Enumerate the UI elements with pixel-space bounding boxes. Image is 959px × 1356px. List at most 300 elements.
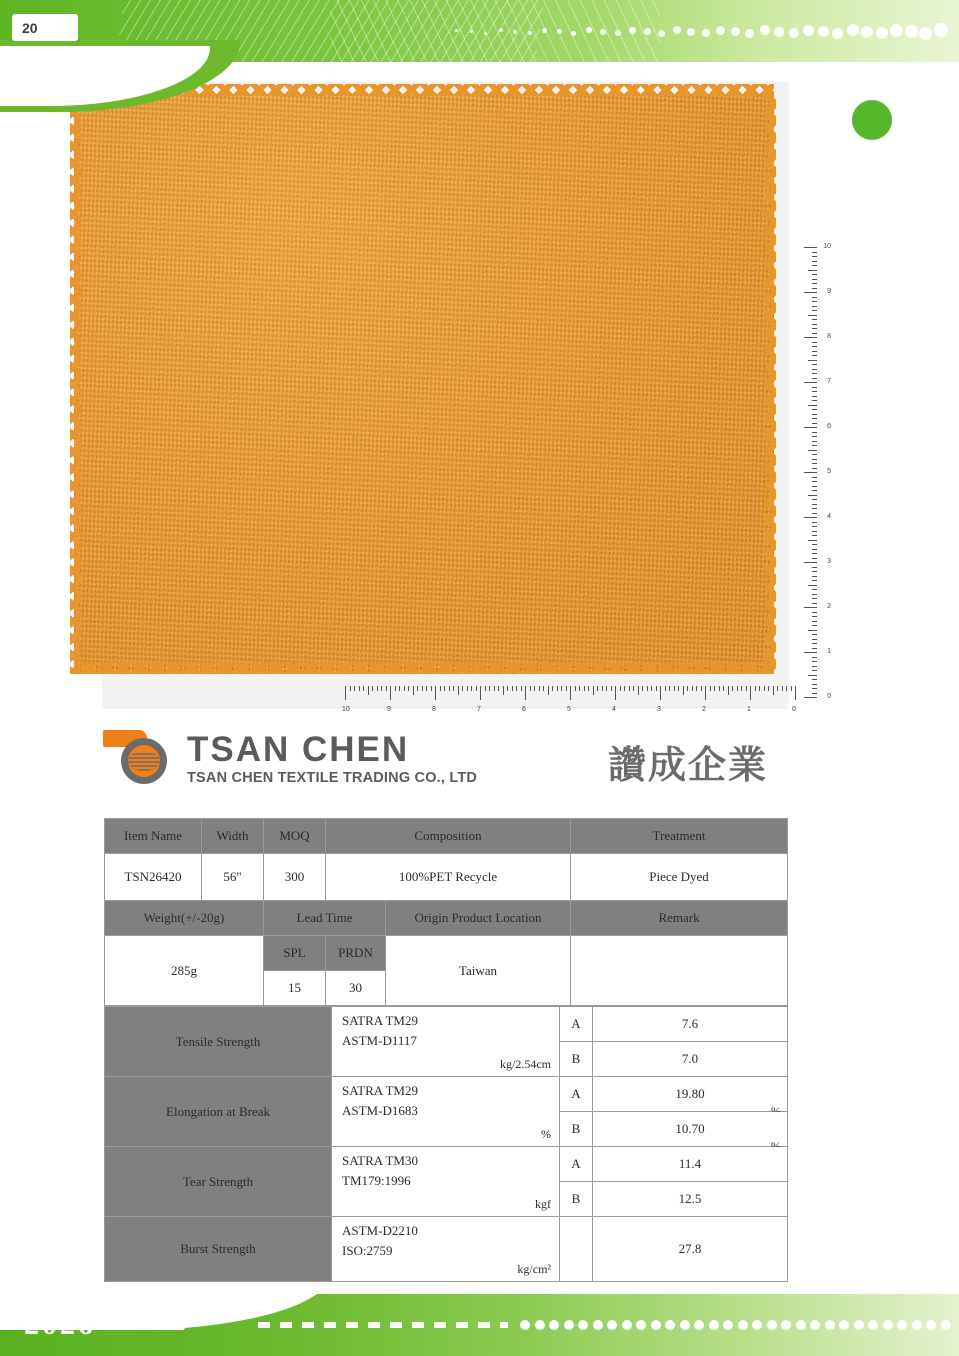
decor-dot — [513, 30, 517, 34]
test-name: Elongation at Break — [105, 1077, 332, 1147]
ruler-label: 9 — [827, 288, 831, 295]
ruler-tick — [808, 495, 817, 496]
ruler-tick — [812, 310, 817, 311]
ruler-tick — [503, 686, 504, 695]
ruler-label: 4 — [612, 706, 616, 713]
ruler-tick — [812, 463, 817, 464]
value-prdn: 30 — [326, 971, 386, 1006]
ruler-tick — [377, 686, 378, 691]
ruler-tick — [692, 686, 693, 691]
decor-dot — [644, 28, 651, 35]
decor-dot — [789, 28, 799, 38]
test-value: 12.5 — [593, 1182, 788, 1217]
ruler-tick — [462, 686, 463, 691]
test-standard — [332, 1147, 560, 1217]
ruler-tick — [812, 274, 817, 275]
ruler-tick — [404, 686, 405, 691]
ruler-label: 6 — [827, 423, 831, 430]
test-sample-label: A — [560, 1077, 593, 1112]
test-sample-label: A — [560, 1147, 593, 1182]
decor-dot — [673, 26, 681, 34]
ruler-tick — [431, 686, 432, 691]
spec-table — [104, 818, 788, 1006]
ruler-tick — [489, 686, 490, 691]
ruler-tick — [705, 686, 706, 700]
ruler-tick — [808, 540, 817, 541]
decor-dot — [810, 1320, 820, 1330]
ruler-tick — [812, 373, 817, 374]
ruler-tick — [812, 580, 817, 581]
ruler-tick — [812, 643, 817, 644]
ruler-tick — [449, 686, 450, 691]
ruler-tick — [804, 607, 817, 608]
ruler-tick — [812, 679, 817, 680]
ruler-label: 7 — [827, 378, 831, 385]
ruler-tick — [539, 686, 540, 691]
ruler-tick — [669, 686, 670, 691]
company-logo — [103, 728, 803, 790]
ruler-label: 1 — [827, 648, 831, 655]
ruler-tick — [812, 621, 817, 622]
ruler-tick — [812, 499, 817, 500]
decor-dot — [615, 30, 621, 36]
ruler-tick — [507, 686, 508, 691]
ruler-tick — [812, 477, 817, 478]
ruler-tick — [812, 549, 817, 550]
test-sample-label — [560, 1217, 593, 1282]
ruler-tick — [812, 603, 817, 604]
ruler-tick — [812, 283, 817, 284]
decor-dot — [868, 1320, 878, 1330]
decor-dot — [861, 26, 873, 38]
ruler-tick — [812, 684, 817, 685]
ruler-tick — [812, 414, 817, 415]
decor-dot — [919, 27, 932, 40]
ruler-tick — [812, 468, 817, 469]
ruler-tick — [804, 562, 817, 563]
ruler-tick — [812, 346, 817, 347]
ruler-tick — [812, 486, 817, 487]
ruler-tick — [812, 544, 817, 545]
decor-dot — [767, 1320, 777, 1330]
decor-dot — [803, 25, 814, 36]
decor-dot — [883, 1320, 893, 1330]
col-header-composition: Composition — [326, 819, 571, 854]
decor-dot — [651, 1320, 661, 1330]
ruler-tick — [812, 670, 817, 671]
ruler-label: 3 — [827, 558, 831, 565]
decor-dot — [876, 27, 888, 39]
test-standard-2: ASTM-D1683 — [342, 1103, 418, 1118]
ruler-tick — [812, 589, 817, 590]
ruler-label: 4 — [827, 513, 831, 520]
ruler-tick — [812, 666, 817, 667]
ruler-tick — [413, 686, 414, 695]
ruler-tick — [422, 686, 423, 691]
table-row — [105, 1217, 788, 1282]
decor-dot — [854, 1320, 864, 1330]
ruler-label: 3 — [657, 706, 661, 713]
ruler-label: 0 — [827, 693, 831, 700]
decor-dot — [709, 1320, 719, 1330]
ruler-tick — [812, 261, 817, 262]
ruler-tick — [498, 686, 499, 691]
decor-dot — [636, 1320, 646, 1330]
ruler-label: 2 — [827, 603, 831, 610]
bottom-dash-pattern — [258, 1322, 508, 1328]
ruler-tick — [812, 535, 817, 536]
ruler-tick — [363, 686, 364, 691]
decor-dot — [535, 1320, 545, 1330]
test-value: 27.8 — [593, 1217, 788, 1282]
ruler-vertical — [795, 243, 831, 700]
bottom-dot-pattern — [520, 1318, 950, 1332]
ruler-tick — [812, 369, 817, 370]
decor-dot — [825, 1320, 835, 1330]
decor-dot — [818, 26, 829, 37]
ruler-tick — [638, 686, 639, 695]
ruler-tick — [615, 686, 616, 700]
ruler-tick — [534, 686, 535, 691]
ruler-tick — [812, 441, 817, 442]
decor-dot — [752, 1320, 762, 1330]
decor-dot — [702, 29, 710, 37]
ruler-label: 5 — [567, 706, 571, 713]
ruler-label: 0 — [792, 706, 796, 713]
ruler-tick — [597, 686, 598, 691]
ruler-tick — [755, 686, 756, 691]
decor-dot — [723, 1320, 733, 1330]
ruler-tick — [494, 686, 495, 691]
ruler-tick — [453, 686, 454, 691]
ruler-tick — [647, 686, 648, 691]
decor-dot — [578, 1320, 588, 1330]
ruler-tick — [543, 686, 544, 691]
test-value: 10.70 — [593, 1112, 788, 1147]
ruler-tick — [732, 686, 733, 691]
col-header-item-name: Item Name — [105, 819, 202, 854]
ruler-tick — [642, 686, 643, 691]
ruler-label: 10 — [823, 243, 831, 250]
ruler-tick — [350, 686, 351, 691]
ruler-tick — [633, 686, 634, 691]
test-name: Tear Strength — [105, 1147, 332, 1217]
logo-chinese-name: 讚成企業 — [608, 743, 769, 787]
decor-dot — [781, 1320, 791, 1330]
ruler-tick — [808, 675, 817, 676]
decor-dot — [455, 29, 458, 32]
ruler-tick — [812, 481, 817, 482]
ruler-tick — [812, 594, 817, 595]
ruler-tick — [399, 686, 400, 691]
ruler-tick — [665, 686, 666, 691]
decor-dot — [934, 23, 948, 37]
decor-dot — [520, 1320, 530, 1330]
decor-dot — [745, 29, 754, 38]
ruler-tick — [804, 292, 817, 293]
table-row — [105, 1007, 788, 1042]
ruler-tick — [458, 686, 459, 695]
ruler-tick — [791, 686, 792, 691]
value-item-name: TSN26420 — [105, 854, 202, 901]
ruler-tick — [368, 686, 369, 695]
ruler-tick — [687, 686, 688, 691]
ruler-tick — [812, 351, 817, 352]
col-header-origin: Origin Product Location — [386, 901, 571, 936]
ruler-tick — [812, 634, 817, 635]
logo-globe-icon — [121, 738, 167, 784]
ruler-label: 5 — [827, 468, 831, 475]
decor-dot — [665, 1320, 675, 1330]
fabric-pinked-edge-bottom — [74, 662, 774, 674]
ruler-tick — [812, 378, 817, 379]
ruler-tick — [786, 686, 787, 691]
ruler-tick — [812, 409, 817, 410]
ruler-tick — [812, 612, 817, 613]
ruler-tick — [812, 400, 817, 401]
ruler-tick — [660, 686, 661, 700]
ruler-tick — [386, 686, 387, 691]
col-header-width: Width — [202, 819, 264, 854]
ruler-tick — [804, 697, 817, 698]
test-name: Tensile Strength — [105, 1007, 332, 1077]
logo-company-name: TSAN CHEN TEXTILE TRADING CO., LTD — [187, 770, 478, 786]
ruler-tick — [812, 387, 817, 388]
decor-dot — [926, 1320, 936, 1330]
test-standard-1: SATRA TM29 — [342, 1013, 418, 1028]
decor-dot — [571, 31, 576, 36]
test-standard — [332, 1217, 560, 1282]
test-standard-2: TM179:1996 — [342, 1173, 411, 1188]
ruler-tick — [719, 686, 720, 691]
logo-mark-icon — [103, 730, 181, 784]
ruler-tick — [812, 553, 817, 554]
ruler-tick — [480, 686, 481, 700]
ruler-tick — [354, 686, 355, 691]
ruler-tick — [683, 686, 684, 695]
decor-dot — [839, 1320, 849, 1330]
ruler-tick — [561, 686, 562, 691]
test-standard-1: SATRA TM30 — [342, 1153, 418, 1168]
test-standard-2: ASTM-D1117 — [342, 1033, 417, 1048]
ruler-label: 7 — [477, 706, 481, 713]
decor-dot — [847, 24, 859, 36]
decor-dot — [890, 24, 903, 37]
decor-dot — [629, 27, 636, 34]
decor-dot — [586, 27, 592, 33]
ruler-tick — [624, 686, 625, 691]
decor-dot — [499, 28, 503, 32]
ruler-tick — [435, 686, 436, 700]
test-unit: kg/2.54cm — [500, 1057, 551, 1071]
ruler-tick — [812, 639, 817, 640]
ruler-tick — [746, 686, 747, 691]
decor-dot — [774, 27, 784, 37]
ruler-tick — [485, 686, 486, 691]
test-sample-label: A — [560, 1007, 593, 1042]
ruler-label: 8 — [827, 333, 831, 340]
ruler-label: 10 — [342, 706, 350, 713]
test-sample-label: B — [560, 1042, 593, 1077]
value-weight: 285g — [105, 936, 264, 1006]
col-header-treatment: Treatment — [571, 819, 788, 854]
ruler-tick — [521, 686, 522, 691]
ruler-tick — [812, 342, 817, 343]
ruler-tick — [812, 396, 817, 397]
bottom-banner — [0, 1294, 959, 1356]
ruler-tick — [812, 324, 817, 325]
decor-dot — [549, 1320, 559, 1330]
test-value: 19.80 — [593, 1077, 788, 1112]
fabric-image — [74, 94, 774, 674]
ruler-label: 9 — [387, 706, 391, 713]
ruler-label: 2 — [702, 706, 706, 713]
ruler-tick — [808, 585, 817, 586]
ruler-tick — [808, 315, 817, 316]
ruler-tick — [812, 355, 817, 356]
ruler-tick — [812, 252, 817, 253]
ruler-tick — [812, 459, 817, 460]
test-standard — [332, 1007, 560, 1077]
ruler-tick — [773, 686, 774, 695]
col-header-lead-time: Lead Time — [264, 901, 386, 936]
decor-dot — [912, 1320, 922, 1330]
page-number: 20 — [12, 14, 78, 41]
ruler-tick — [611, 686, 612, 691]
ruler-tick — [812, 490, 817, 491]
ruler-tick — [812, 531, 817, 532]
ruler-tick — [812, 513, 817, 514]
value-origin: Taiwan — [386, 936, 571, 1006]
value-composition: 100%PET Recycle — [326, 854, 571, 901]
ruler-tick — [812, 688, 817, 689]
test-unit: kg/cm² — [517, 1262, 551, 1276]
ruler-tick — [552, 686, 553, 691]
decor-dot — [564, 1320, 574, 1330]
fabric-swatch-panel — [103, 82, 788, 707]
col-header-weight: Weight(+/-20g) — [105, 901, 264, 936]
ruler-tick — [678, 686, 679, 691]
col-header-remark: Remark — [571, 901, 788, 936]
ruler-tick — [812, 693, 817, 694]
ruler-tick — [812, 256, 817, 257]
table-row — [105, 819, 788, 854]
ruler-tick — [812, 522, 817, 523]
ruler-tick — [812, 265, 817, 266]
ruler-tick — [795, 686, 796, 700]
ruler-tick — [674, 686, 675, 691]
ruler-tick — [372, 686, 373, 691]
value-treatment: Piece Dyed — [571, 854, 788, 901]
ruler-tick — [812, 436, 817, 437]
ruler-tick — [593, 686, 594, 695]
ruler-tick — [381, 686, 382, 691]
decor-dot — [716, 26, 725, 35]
ruler-tick — [444, 686, 445, 691]
ruler-tick — [812, 432, 817, 433]
col-header-spl: SPL — [264, 936, 326, 971]
ruler-label: 6 — [522, 706, 526, 713]
ruler-tick — [804, 472, 817, 473]
ruler-tick — [812, 526, 817, 527]
decor-dot — [593, 1320, 603, 1330]
table-row — [105, 854, 788, 901]
ruler-tick — [651, 686, 652, 691]
ruler-tick — [570, 686, 571, 700]
ruler-tick — [359, 686, 360, 691]
ruler-tick — [804, 427, 817, 428]
ruler-tick — [812, 423, 817, 424]
ruler-tick — [579, 686, 580, 691]
ruler-tick — [812, 333, 817, 334]
ruler-tick — [440, 686, 441, 691]
ruler-tick — [812, 598, 817, 599]
decor-dot — [607, 1320, 617, 1330]
ruler-tick — [548, 686, 549, 695]
decor-dot — [760, 25, 770, 35]
value-moq: 300 — [264, 854, 326, 901]
decor-dot — [731, 27, 740, 36]
decor-dot — [941, 1320, 951, 1330]
ruler-tick — [557, 686, 558, 691]
test-value: 11.4 — [593, 1147, 788, 1182]
ruler-tick — [808, 270, 817, 271]
ruler-tick — [812, 301, 817, 302]
ruler-label: 8 — [432, 706, 436, 713]
year-chevron-icon — [140, 1312, 186, 1338]
ruler-tick — [812, 657, 817, 658]
ruler-tick — [741, 686, 742, 691]
test-unit: kgf — [535, 1197, 551, 1211]
test-sample-label: B — [560, 1182, 593, 1217]
table-row — [105, 901, 788, 936]
table-row — [105, 936, 788, 971]
ruler-tick — [728, 686, 729, 695]
ruler-tick — [525, 686, 526, 700]
ruler-tick — [584, 686, 585, 691]
ruler-tick — [812, 576, 817, 577]
decor-dot — [600, 29, 606, 35]
col-header-moq: MOQ — [264, 819, 326, 854]
ruler-tick — [467, 686, 468, 691]
decor-dot — [680, 1320, 690, 1330]
ruler-tick — [812, 625, 817, 626]
ruler-tick — [629, 686, 630, 691]
ruler-tick — [471, 686, 472, 691]
decor-dot — [738, 1320, 748, 1330]
ruler-tick — [395, 686, 396, 691]
ruler-tick — [808, 450, 817, 451]
ruler-tick — [812, 279, 817, 280]
ruler-tick — [812, 297, 817, 298]
ruler-tick — [804, 247, 817, 248]
ruler-tick — [512, 686, 513, 691]
ruler-tick — [764, 686, 765, 691]
ruler-tick — [777, 686, 778, 691]
value-spl: 15 — [264, 971, 326, 1006]
ruler-tick — [804, 337, 817, 338]
ruler-tick — [602, 686, 603, 691]
test-name: Burst Strength — [105, 1217, 332, 1282]
ruler-tick — [575, 686, 576, 691]
test-value: 7.6 — [593, 1007, 788, 1042]
ruler-tick — [812, 567, 817, 568]
ruler-tick — [656, 686, 657, 691]
ruler-tick — [723, 686, 724, 691]
ruler-tick — [710, 686, 711, 691]
table-row — [105, 1077, 788, 1112]
ruler-tick — [812, 445, 817, 446]
